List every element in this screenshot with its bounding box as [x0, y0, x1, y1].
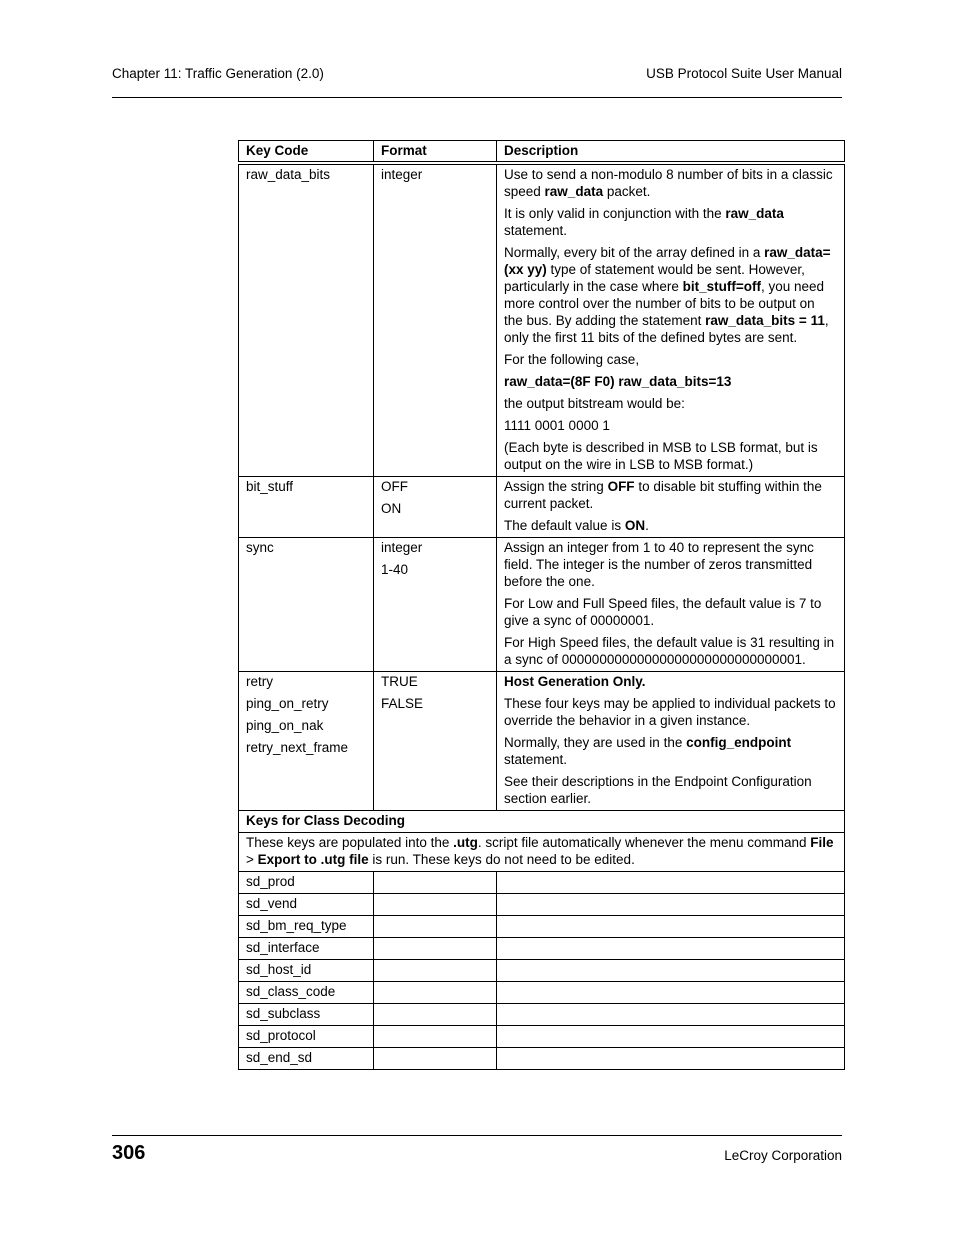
description-paragraph: (Each byte is described in MSB to LSB format, but is output on the wire in LSB to MSB format.) — [504, 440, 818, 472]
key-cell: raw_data_bits — [239, 163, 374, 477]
running-header-manual-title: USB Protocol Suite User Manual — [646, 66, 842, 81]
section-title-row — [239, 811, 845, 833]
running-header-chapter: Chapter 11: Traffic Generation (2.0) — [112, 66, 324, 81]
key-cell: sd_end_sd — [239, 1048, 374, 1070]
column-header-description: Description — [497, 141, 845, 164]
key-value: retry_next_frame — [246, 740, 349, 755]
format-value: 1-40 — [381, 562, 409, 577]
description-paragraph: the output bitstream would be: — [504, 396, 685, 411]
description-paragraph: Assign the string OFF to disable bit stuffing within the current packet. — [504, 479, 822, 511]
table-header-row — [239, 141, 845, 164]
table-row — [239, 1026, 845, 1048]
format-cell — [374, 672, 497, 811]
description-cell — [497, 477, 845, 538]
format-cell — [374, 1048, 497, 1070]
column-header-format: Format — [374, 141, 497, 164]
key-cell: sd_prod — [239, 872, 374, 894]
format-cell: integer — [374, 163, 497, 477]
description-paragraph: The default value is ON. — [504, 518, 649, 533]
key-cell: bit_stuff — [239, 477, 374, 538]
table-row — [239, 938, 845, 960]
key-code-table — [238, 140, 845, 1070]
format-cell — [374, 872, 497, 894]
column-header-key-code: Key Code — [239, 141, 374, 164]
description-paragraph: Normally, every bit of the array defined in a raw_data=(xx yy) type of statement would be sent. However, particularly in the case where bit_stuff=off, you need more control over the number of bits to be output on the bus. By adding the statement raw_data_bits = 11, only the first 11 bits of the defined bytes are sent. — [504, 245, 831, 345]
table-row — [239, 477, 845, 538]
table-row — [239, 916, 845, 938]
key-cell: sd_class_code — [239, 982, 374, 1004]
table-row — [239, 960, 845, 982]
description-paragraph: These four keys may be applied to individual packets to override the behavior in a given instance. — [504, 696, 836, 728]
section-title: Keys for Class Decoding — [239, 811, 845, 833]
description-paragraph: For High Speed files, the default value is 31 resulting in a sync of 00000000000000000000000000000001. — [504, 635, 835, 667]
description-paragraph: Assign an integer from 1 to 40 to represent the sync field. The integer is the number of zeros transmitted before the one. — [504, 540, 814, 589]
footer-company: LeCroy Corporation — [724, 1148, 842, 1163]
footer-rule — [112, 1135, 842, 1136]
description-paragraph: Host Generation Only. — [504, 674, 646, 689]
format-cell — [374, 894, 497, 916]
key-cell: sd_subclass — [239, 1004, 374, 1026]
key-cell: sd_vend — [239, 894, 374, 916]
description-paragraph: For the following case, — [504, 352, 640, 367]
description-cell — [497, 1004, 845, 1026]
header-rule — [112, 97, 842, 98]
format-cell — [374, 1026, 497, 1048]
description-cell — [497, 1026, 845, 1048]
key-cell: sd_bm_req_type — [239, 916, 374, 938]
key-cell: sd_host_id — [239, 960, 374, 982]
format-cell — [374, 1004, 497, 1026]
format-cell — [374, 477, 497, 538]
table-row — [239, 538, 845, 672]
table-row — [239, 872, 845, 894]
table-row — [239, 1048, 845, 1070]
format-cell — [374, 916, 497, 938]
key-cell — [239, 672, 374, 811]
description-cell — [497, 938, 845, 960]
format-cell — [374, 960, 497, 982]
format-cell — [374, 982, 497, 1004]
description-cell — [497, 916, 845, 938]
table-row — [239, 982, 845, 1004]
code-example: raw_data=(8F F0) raw_data_bits=13 — [504, 374, 732, 389]
description-paragraph: Use to send a non-modulo 8 number of bits in a classic speed raw_data packet. — [504, 167, 833, 199]
page-number: 306 — [112, 1142, 146, 1164]
section-description-row — [239, 833, 845, 872]
format-cell — [374, 938, 497, 960]
table-row — [239, 163, 845, 477]
key-value: ping_on_nak — [246, 718, 324, 733]
format-value: FALSE — [381, 696, 424, 711]
key-value: retry — [246, 674, 273, 689]
key-cell: sd_interface — [239, 938, 374, 960]
description-paragraph: For Low and Full Speed files, the default value is 7 to give a sync of 00000001. — [504, 596, 822, 628]
description-cell — [497, 538, 845, 672]
format-value: TRUE — [381, 674, 418, 689]
format-cell — [374, 538, 497, 672]
description-cell — [497, 163, 845, 477]
description-cell — [497, 1048, 845, 1070]
format-value: ON — [381, 501, 402, 516]
description-cell — [497, 672, 845, 811]
bitstream-example: 1111 0001 0000 1 — [504, 418, 610, 433]
table-row — [239, 672, 845, 811]
description-paragraph: Normally, they are used in the config_endpoint statement. — [504, 735, 792, 767]
description-cell — [497, 872, 845, 894]
table-row — [239, 894, 845, 916]
key-value: ping_on_retry — [246, 696, 329, 711]
description-cell — [497, 960, 845, 982]
format-value: integer — [381, 540, 423, 555]
key-cell: sync — [239, 538, 374, 672]
description-cell — [497, 982, 845, 1004]
key-cell: sd_protocol — [239, 1026, 374, 1048]
section-description: These keys are populated into the .utg. script file automatically whenever the menu command File > Export to .utg file is run. These keys do not need to be edited. — [239, 833, 845, 872]
table-row — [239, 1004, 845, 1026]
description-cell — [497, 894, 845, 916]
format-value: OFF — [381, 479, 408, 494]
description-paragraph: See their descriptions in the Endpoint Configuration section earlier. — [504, 774, 812, 806]
description-paragraph: It is only valid in conjunction with the raw_data statement. — [504, 206, 784, 238]
